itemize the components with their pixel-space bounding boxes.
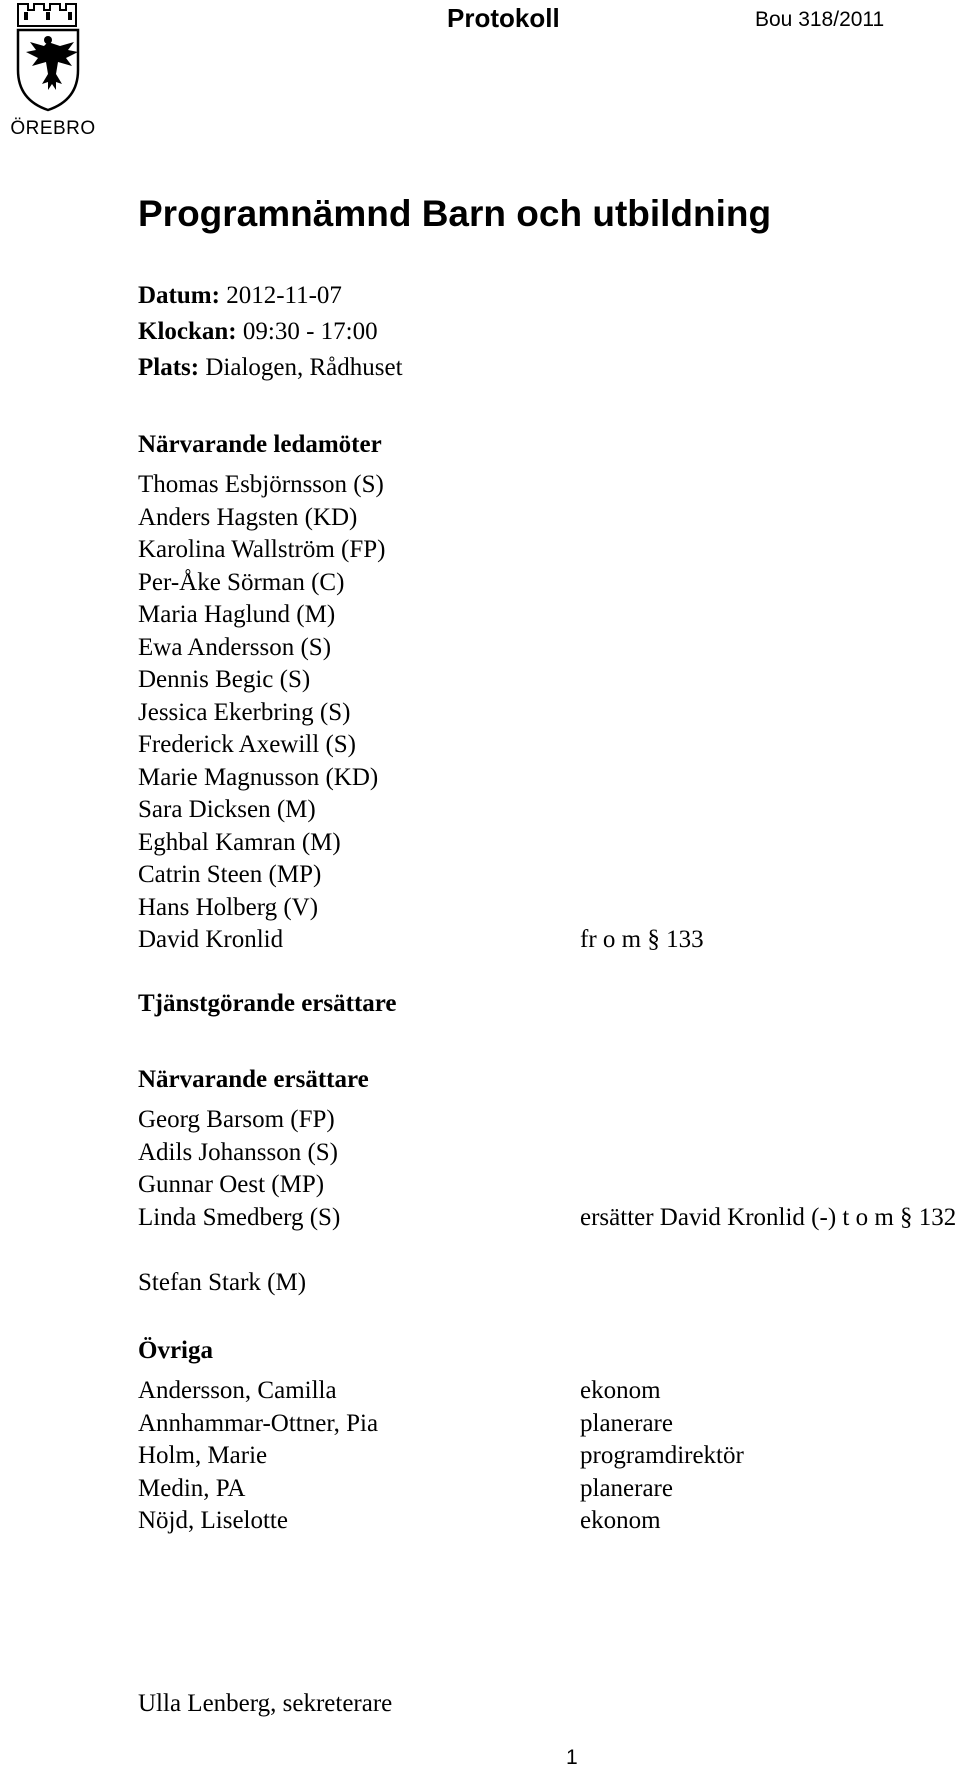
list-item (138, 1473, 673, 1506)
member-name: Dennis Begic (S) (138, 666, 311, 693)
list-item (138, 1505, 661, 1538)
list-item (138, 469, 386, 502)
others-list (138, 1375, 744, 1538)
substitute-name: Georg Barsom (FP) (138, 1106, 335, 1133)
member-name: Maria Haglund (M) (138, 601, 336, 628)
list-item (138, 697, 386, 730)
page-number: 1 (566, 1746, 578, 1769)
date-value: 2012-11-07 (226, 282, 342, 309)
meeting-date (138, 282, 342, 310)
substitute-name: Stefan Stark (M) (138, 1268, 307, 1296)
orebro-logo (8, 0, 96, 142)
list-item (138, 664, 386, 697)
list-item (138, 599, 386, 632)
member-name: Catrin Steen (MP) (138, 861, 322, 888)
member-name: Hans Holberg (V) (138, 893, 319, 921)
substitute-name: Gunnar Oest (MP) (138, 1171, 325, 1198)
secretary: Ulla Lenberg, sekreterare (138, 1690, 393, 1717)
meeting-place (138, 354, 403, 382)
list-item (138, 892, 386, 925)
place-value: Dialogen, Rådhuset (205, 354, 403, 381)
date-label: Datum: (138, 282, 220, 309)
member-name: Anders Hagsten (KD) (138, 503, 358, 531)
substitute-name: Linda Smedberg (S) (138, 1203, 341, 1231)
list-item (138, 794, 386, 827)
coat-of-arms-icon (12, 0, 84, 114)
document-number: Bou 318/2011 (755, 8, 885, 31)
member-name: Sara Dicksen (M) (138, 796, 316, 823)
list-item (138, 827, 386, 860)
substitute-name: Adils Johansson (S) (138, 1138, 339, 1166)
other-role: programdirektör (580, 1442, 744, 1469)
document-type: Protokoll (447, 3, 560, 33)
logo-text: ÖREBRO (10, 118, 96, 139)
other-role: planerare (580, 1409, 673, 1437)
list-item (138, 1375, 661, 1408)
other-name: Nöjd, Liselotte (138, 1507, 288, 1534)
list-item (138, 534, 386, 567)
list-item (138, 1440, 744, 1473)
time-label: Klockan: (138, 318, 237, 345)
other-name: Annhammar-Ottner, Pia (138, 1409, 379, 1437)
member-name: Karolina Wallström (FP) (138, 536, 386, 563)
list-item (138, 859, 386, 892)
page-title: Programnämnd Barn och utbildning (138, 193, 772, 234)
substitutes-list (138, 1104, 957, 1299)
list-item (138, 1202, 957, 1267)
list-item (138, 762, 386, 795)
member-name: David Kronlid (138, 926, 284, 953)
list-item (138, 1104, 340, 1137)
other-role: ekonom (580, 1377, 661, 1404)
serving-substitutes-heading: Tjänstgörande ersättare (138, 990, 397, 1017)
members-heading: Närvarande ledamöter (138, 431, 382, 458)
member-note: fr o m § 133 (580, 926, 704, 953)
list-item (138, 1137, 340, 1170)
list-item (138, 567, 386, 600)
other-name: Holm, Marie (138, 1442, 268, 1469)
list-item (138, 924, 704, 957)
list-item (138, 1267, 340, 1300)
other-name: Medin, PA (138, 1474, 246, 1502)
member-name: Jessica Ekerbring (S) (138, 698, 351, 726)
member-name: Thomas Esbjörnsson (S) (138, 471, 384, 498)
meeting-time (138, 318, 378, 346)
list-item (138, 1169, 340, 1202)
substitute-note: ersätter David Kronlid (-) t o m § 132 (580, 1203, 957, 1231)
present-substitutes-heading: Närvarande ersättare (138, 1066, 369, 1093)
member-name: Ewa Andersson (S) (138, 633, 332, 661)
list-item (138, 502, 386, 535)
members-list (138, 469, 704, 957)
other-name: Andersson, Camilla (138, 1377, 337, 1404)
other-role: ekonom (580, 1507, 661, 1534)
member-name: Marie Magnusson (KD) (138, 763, 379, 791)
list-item (138, 729, 386, 762)
list-item (138, 632, 386, 665)
other-role: planerare (580, 1474, 673, 1502)
member-name: Eghbal Kamran (M) (138, 828, 341, 856)
member-name: Per-Åke Sörman (C) (138, 568, 345, 596)
member-name: Frederick Axewill (S) (138, 731, 357, 758)
time-value: 09:30 - 17:00 (242, 318, 378, 345)
others-heading: Övriga (138, 1337, 213, 1364)
place-label: Plats: (138, 354, 200, 381)
list-item (138, 1408, 673, 1441)
